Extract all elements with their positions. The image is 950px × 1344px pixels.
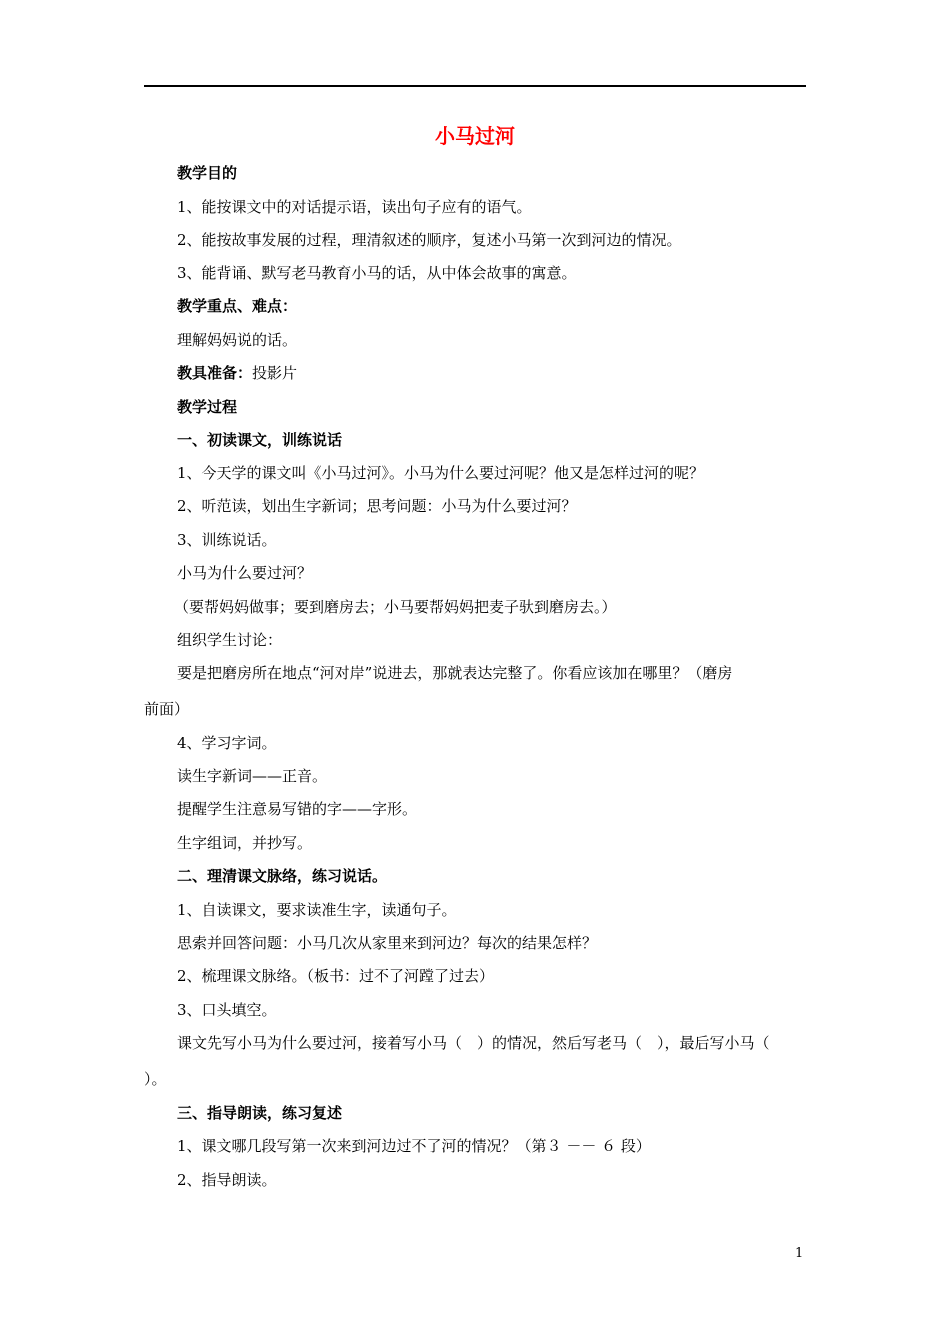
part1-line-7: 要是把磨房所在地点“河对岸”说进去，那就表达完整了。你看应该加在哪里？（磨房 [177, 664, 733, 682]
part2-heading: 二、理清课文脉络，练习说话。 [177, 867, 388, 885]
key-text: 理解妈妈说的话。 [177, 331, 298, 349]
part2-line-6: ）。 [144, 1070, 167, 1088]
part3-line-2: 2、指导朗读。 [177, 1171, 277, 1189]
part1-line-9: 4、学习字词。 [177, 734, 277, 752]
part1-line-6: 组织学生讨论： [177, 631, 283, 649]
tools-text: 投影片 [252, 364, 298, 382]
part1-line-11: 提醒学生注意易写错的字——字形。 [177, 800, 418, 818]
goal-line-1: 1、能按课文中的对话提示语，读出句子应有的语气。 [177, 198, 532, 216]
tools-label: 教具准备： [177, 364, 253, 382]
part3-heading: 三、指导朗读，练习复述 [177, 1104, 343, 1122]
part1-line-1: 1、今天学的课文叫《小马过河》。小马为什么要过河呢？他又是怎样过河的呢？ [177, 464, 705, 482]
part2-line-2: 思索并回答问题：小马几次从家里来到河边？每次的结果怎样？ [177, 934, 598, 952]
header-rule [144, 85, 806, 87]
part2-line-3: 2、梳理课文脉络。（板书：过不了河蹚了过去） [177, 967, 495, 985]
goal-heading: 教学目的 [177, 164, 238, 182]
part3-line-1: 1、课文哪几段写第一次来到河边过不了河的情况？（第３ －－ ６ 段） [177, 1137, 651, 1155]
part1-line-3: 3、训练说话。 [177, 531, 277, 549]
part1-line-12: 生字组词，并抄写。 [177, 834, 313, 852]
part1-line-5: （要帮妈妈做事；要到磨房去；小马要帮妈妈把麦子驮到磨房去。） [174, 598, 617, 616]
part1-line-4: 小马为什么要过河？ [177, 564, 313, 582]
goal-line-2: 2、能按故事发展的过程，理清叙述的顺序，复述小马第一次到河边的情况。 [177, 231, 682, 249]
tools-line [177, 362, 297, 384]
part1-heading: 一、初读课文，训练说话 [177, 431, 343, 449]
part1-line-10: 读生字新词——正音。 [177, 767, 328, 785]
part2-line-5: 课文先写小马为什么要过河，接着写小马（ ）的情况，然后写老马（ ），最后写小马（ [177, 1034, 770, 1052]
goal-line-3: 3、能背诵、默写老马教育小马的话，从中体会故事的寓意。 [177, 264, 577, 282]
part2-line-1: 1、自读课文，要求读准生字，读通句子。 [177, 901, 457, 919]
part2-line-4: 3、口头填空。 [177, 1001, 277, 1019]
page-number: 1 [795, 1246, 804, 1261]
part1-line-2: 2、听范读，划出生字新词；思考问题：小马为什么要过河？ [177, 497, 577, 515]
process-heading: 教学过程 [177, 398, 238, 416]
part1-line-8: 前面） [144, 700, 190, 718]
document-title: 小马过河 [435, 124, 515, 148]
key-heading: 教学重点、难点： [177, 297, 298, 315]
